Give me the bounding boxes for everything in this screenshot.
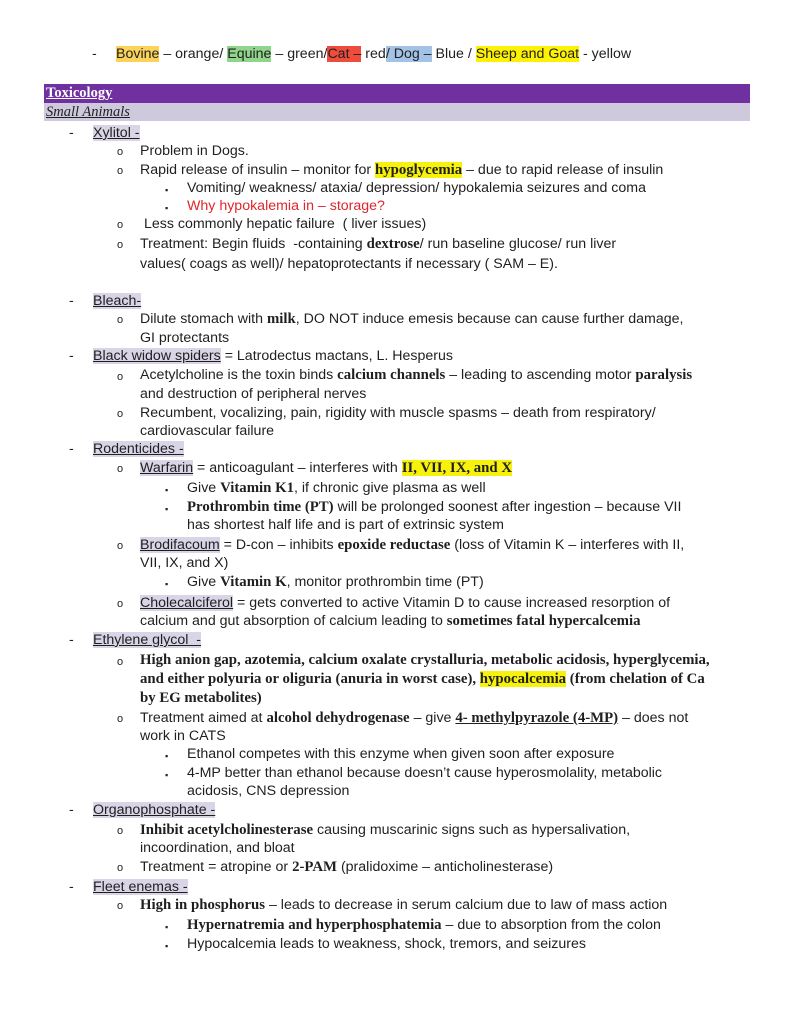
list-item: Vomiting/ weakness/ ataxia/ depression/ hypokalemia seizures and coma — [187, 180, 646, 196]
topic-xylitol — [93, 124, 140, 142]
bold-text: Vitamin K1 — [220, 480, 294, 496]
text: – give — [409, 710, 456, 726]
text: / run baseline glucose/ run liver — [419, 236, 617, 252]
list-bullet: o — [117, 219, 124, 231]
list-item-cont: VII, IX, and X) — [140, 555, 229, 571]
bold-text: (from chelation of Ca — [566, 671, 705, 687]
list-bullet: - — [69, 441, 74, 457]
list-bullet: - — [69, 879, 74, 895]
text: – leads to decrease in serum calcium due to law of mass action — [265, 897, 668, 913]
text: Acetylcholine is the toxin binds — [140, 367, 338, 383]
topic-title: Organophosphate - — [93, 802, 216, 818]
text: = D-con – inhibits — [219, 537, 338, 553]
list-item — [140, 536, 684, 554]
text: , if chronic give plasma as well — [293, 480, 486, 496]
text: – due to absorption from the colon — [441, 917, 661, 933]
list-bullet: ▪ — [165, 770, 169, 780]
list-item — [140, 161, 663, 179]
topic-title: Xylitol - — [93, 125, 140, 141]
list-item-cont: and destruction of peripheral nerves — [140, 386, 367, 402]
text: – does not — [618, 710, 689, 726]
bold-text: 2-PAM — [292, 859, 337, 875]
list-bullet: - — [69, 293, 74, 309]
subsection-title: Small Animals — [46, 104, 130, 120]
text: , monitor prothrombin time (PT) — [286, 574, 484, 590]
list-item — [140, 709, 688, 727]
list-bullet: o — [117, 463, 124, 475]
text: Treatment aimed at — [140, 710, 267, 726]
list-item-cont: values( coags as well)/ hepatoprotectants if necessary ( SAM – E). — [140, 256, 558, 272]
topic-ethylene-glycol — [93, 631, 201, 649]
list-item — [140, 858, 553, 876]
bold-text: sometimes fatal hypercalcemia — [446, 613, 641, 629]
text: causing muscarinic signs such as hypersalivation, — [313, 822, 631, 838]
legend-cat: Cat – — [327, 46, 362, 62]
text: Give — [187, 480, 221, 496]
topic-title: Rodenticides - — [93, 441, 184, 457]
list-bullet: o — [117, 314, 124, 326]
list-bullet: o — [117, 239, 124, 251]
list-bullet: ▪ — [165, 485, 169, 495]
legend-sep: Blue / — [431, 46, 476, 62]
list-bullet: ▪ — [165, 185, 169, 195]
list-bullet: ▪ — [165, 504, 169, 514]
legend-equine: Equine — [227, 46, 272, 62]
list-bullet: o — [117, 146, 124, 158]
list-bullet: o — [117, 598, 124, 610]
list-bullet: o — [117, 713, 124, 725]
section-title: Toxicology — [46, 85, 113, 101]
list-item — [140, 310, 683, 328]
legend-bullet: - — [92, 46, 97, 62]
list-bullet: o — [117, 900, 124, 912]
legend-sep: – green/ — [271, 46, 328, 62]
bold-text: paralysis — [635, 367, 693, 383]
list-bullet: o — [117, 408, 124, 420]
text: Dilute stomach with — [140, 311, 267, 327]
list-bullet: o — [117, 862, 124, 874]
highlight: hypocalcemia — [479, 671, 567, 687]
text: (pralidoxime – anticholinesterase) — [337, 859, 554, 875]
topic-organophosphate — [93, 801, 215, 819]
list-bullet: o — [117, 540, 124, 552]
list-item — [140, 366, 692, 384]
legend-sep: - yellow — [579, 46, 632, 62]
list-item-cont: incoordination, and bloat — [140, 840, 295, 856]
bold-text: alcohol dehydrogenase — [266, 710, 410, 726]
topic-title: Bleach- — [93, 293, 142, 309]
list-item — [140, 235, 616, 253]
text: = anticoagulant – interferes with — [193, 460, 402, 476]
list-item-cont: has shortest half life and is part of extrinsic system — [187, 517, 504, 533]
list-item-cont — [140, 670, 705, 688]
list-item-cont: acidosis, CNS depression — [187, 783, 350, 799]
list-item — [187, 479, 486, 497]
legend-sep: red — [361, 46, 386, 62]
list-bullet: - — [69, 632, 74, 648]
bold-text: Inhibit acetylcholinesterase — [140, 822, 314, 838]
text: (loss of Vitamin K – interferes with II, — [450, 537, 685, 553]
list-bullet: o — [117, 656, 124, 668]
legend-sep: – orange/ — [159, 46, 228, 62]
bold-text: dextrose — [366, 236, 420, 252]
bold-text: calcium channels — [337, 367, 446, 383]
list-item: Problem in Dogs. — [140, 143, 249, 159]
list-item-question: Why hypokalemia in – storage? — [187, 198, 385, 214]
list-bullet: ▪ — [165, 941, 169, 951]
list-item — [140, 896, 667, 914]
topic-title: Fleet enemas - — [93, 879, 188, 895]
species-color-legend — [116, 45, 631, 63]
list-item-cont: GI protectants — [140, 330, 230, 346]
list-bullet: - — [69, 802, 74, 818]
list-bullet: o — [117, 165, 124, 177]
list-bullet: - — [69, 348, 74, 364]
list-bullet: o — [117, 371, 124, 383]
list-bullet: ▪ — [165, 922, 169, 932]
list-item — [140, 459, 512, 477]
text: = gets converted to active Vitamin D to cause increased resorption of — [233, 595, 671, 611]
list-item — [140, 594, 670, 612]
topic-bleach — [93, 292, 141, 310]
list-item: Recumbent, vocalizing, pain, rigidity with muscle spasms – death from respiratory/ — [140, 405, 656, 421]
list-item-cont: by EG metabolites) — [140, 690, 262, 706]
highlight: II, VII, IX, and X — [401, 460, 513, 476]
list-item: 4-MP better than ethanol because doesn’t cause hyperosmolality, metabolic — [187, 765, 663, 781]
list-bullet: - — [69, 125, 74, 141]
topic-black-widow — [93, 347, 453, 365]
text: = Latrodectus mactans, L. Hesperus — [220, 348, 453, 364]
list-item — [187, 916, 661, 934]
text: , DO NOT induce emesis because can cause further damage, — [295, 311, 684, 327]
text: – leading to ascending motor — [445, 367, 636, 383]
list-item: Hypocalcemia leads to weakness, shock, tremors, and seizures — [187, 936, 587, 952]
legend-sheep-goat: Sheep and Goat — [475, 46, 580, 62]
list-item — [140, 821, 630, 839]
bold-text: Prothrombin time (PT) — [187, 499, 334, 515]
legend-bovine: Bovine — [116, 46, 160, 62]
topic-title: Ethylene glycol - — [93, 632, 202, 648]
subtopic-title: Cholecalciferol — [140, 595, 234, 611]
subsection-header-band — [44, 103, 750, 121]
bold-text: 4- methylpyrazole (4-MP) — [455, 710, 619, 726]
text: Give — [187, 574, 221, 590]
text: Rapid release of insulin – monitor for — [140, 162, 376, 178]
list-item — [187, 573, 484, 591]
list-item-cont — [140, 612, 640, 630]
list-item-bold: High anion gap, azotemia, calcium oxalate crystalluria, metabolic acidosis, hyperglycemia, — [140, 652, 710, 668]
text: Treatment: Begin fluids -containing — [140, 236, 367, 252]
bold-text: milk — [266, 311, 296, 327]
list-item: Less commonly hepatic failure ( liver issues) — [140, 216, 427, 232]
bold-text: High in phosphorus — [140, 897, 266, 913]
bold-text: epoxide reductase — [337, 537, 451, 553]
list-bullet: ▪ — [165, 203, 169, 213]
topic-rodenticides — [93, 440, 184, 458]
text: calcium and gut absorption of calcium leading to — [140, 613, 447, 629]
list-bullet: ▪ — [165, 751, 169, 761]
subtopic-title: Brodifacoum — [140, 537, 220, 553]
bold-text: Vitamin K — [220, 574, 287, 590]
list-bullet: o — [117, 825, 124, 837]
list-item — [187, 498, 681, 516]
legend-dog: / Dog – — [385, 46, 432, 62]
list-item-cont: cardiovascular failure — [140, 423, 275, 439]
text: – due to rapid release of insulin — [462, 162, 664, 178]
list-bullet: ▪ — [165, 579, 169, 589]
list-item-cont: work in CATS — [140, 728, 226, 744]
highlight: hypoglycemia — [375, 162, 463, 178]
section-header-band — [44, 84, 750, 103]
topic-title: Black widow spiders — [93, 348, 221, 364]
bold-text: Hypernatremia and hyperphosphatemia — [187, 917, 442, 933]
topic-fleet-enemas — [93, 878, 188, 896]
text: Treatment = atropine or — [140, 859, 293, 875]
text: will be prolonged soonest after ingestion – because VII — [333, 499, 682, 515]
list-item: Ethanol competes with this enzyme when given soon after exposure — [187, 746, 615, 762]
subtopic-title: Warfarin — [140, 460, 194, 476]
bold-text: and either polyuria or oliguria (anuria in worst case), — [140, 671, 480, 687]
